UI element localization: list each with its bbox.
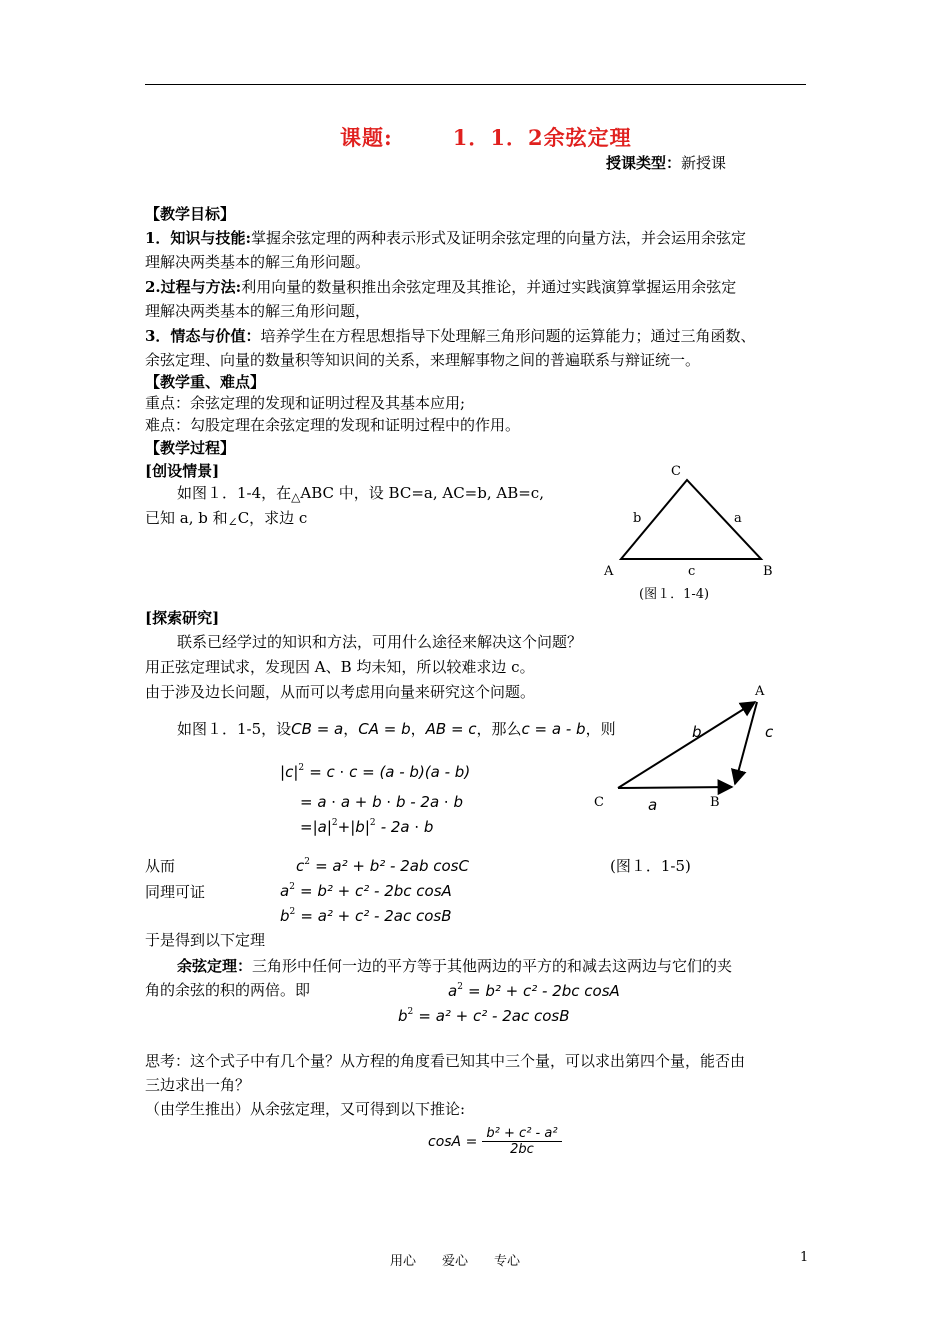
key-point-line: 重点：余弦定理的发现和证明过程及其基本应用; xyxy=(145,394,466,412)
keypoints-heading: 【教学重、难点】 xyxy=(145,373,266,391)
vector-cb: CB = a xyxy=(291,720,344,738)
vector-intro: 如图１．1-5，设 xyxy=(177,720,292,738)
fig1-side-c: c xyxy=(688,564,696,579)
objective-1-text: 掌握余弦定理的两种表示形式及证明余弦定理的向量方法，并会运用余弦定 xyxy=(250,229,746,247)
triangle-figure-1 xyxy=(595,458,785,608)
theorem-line-2: 角的余弦的积的两倍。即 xyxy=(145,981,311,999)
cos-denominator: 2bc xyxy=(510,1142,534,1157)
thm-eq1-text: = b² + c² - 2bc cosA xyxy=(468,982,620,1000)
objectives-heading: 【教学目标】 xyxy=(145,205,236,223)
vector-then: ，那么 xyxy=(476,720,522,738)
page-number: 1 xyxy=(800,1250,809,1265)
objective-2-label: 2.过程与方法: xyxy=(145,278,242,296)
objective-3-line-1 xyxy=(145,325,755,347)
eq1-rhs: = c ⋅ c = (a - b)(a - b) xyxy=(309,763,471,781)
explore-heading: [探索研究] xyxy=(145,609,220,627)
vector-relation: c = a - b xyxy=(521,720,586,738)
likewise-eq2-text: = a² + c² - 2ac cosB xyxy=(300,907,452,925)
cos-numerator: b² + c² - a² xyxy=(482,1126,561,1142)
fig1-side-b: b xyxy=(633,511,642,526)
objective-3-text: 培养学生在方程思想指导下处理解三角形问题的运算能力；通过三角函数、 xyxy=(260,327,756,345)
fig1-vertex-c: C xyxy=(671,464,681,479)
corollary-line: （由学生推出）从余弦定理，又可得到以下推论: xyxy=(145,1100,466,1118)
objective-1-line-2: 理解决两类基本的解三角形问题。 xyxy=(145,253,371,271)
think-line-1: 思考：这个式子中有几个量？从方程的角度看已知其中三个量，可以求出第四个量，能否由 xyxy=(145,1052,746,1070)
cos-fraction xyxy=(482,1126,561,1157)
fig2-vertex-a: A xyxy=(755,684,765,699)
theorem-equation-1: $a^2 = b^2 + c^2 - 2bc$ cosA xyxy=(448,982,620,1000)
objective-3-line-2: 余弦定理、向量的数量积等知识间的关系，来理解事物之间的普遍联系与辩证统一。 xyxy=(145,351,701,369)
fig1-caption: (图１．1-4) xyxy=(639,587,710,602)
vector-so: ，则 xyxy=(585,720,616,738)
fig1-vertex-a: A xyxy=(604,564,614,579)
lesson-title xyxy=(340,122,632,152)
triangle-figure-2 xyxy=(590,680,785,830)
likewise-equation-2: $b^2 = a^2 + c^2 - 2ac$ cosB xyxy=(280,907,452,925)
thm-eq2-text: = a² + c² - 2ac cosB xyxy=(418,1007,570,1025)
explore-line-2: 用正弦定理试求，发现因 A、B 均未知，所以较难求边 c。 xyxy=(145,658,535,676)
hard-point-line: 难点：勾股定理在余弦定理的发现和证明过程中的作用。 xyxy=(145,416,521,434)
vector-ab: AB = c xyxy=(425,720,477,738)
scene-text-1: 如图１．1-4，在 xyxy=(177,484,292,502)
scene-text-2: ABC 中，设 BC=a, AC=b, AB=c, xyxy=(300,484,544,502)
fig2-side-a: a xyxy=(648,796,658,814)
derivation-eq-3: $=|a|^2+|b|^2 - 2a \cdot b$ xyxy=(300,818,434,836)
derivation-eq-2 xyxy=(300,792,463,811)
likewise-label: 同理可证 xyxy=(145,883,206,901)
objective-3-label: 3．情态与价值： xyxy=(145,327,261,345)
explore-line-1: 联系已经学过的知识和方法，可用什么途径来解决这个问题？ xyxy=(177,633,583,651)
scene-line-1 xyxy=(177,482,544,508)
cos-lhs: cosA = xyxy=(428,1134,478,1150)
theorem-line-1 xyxy=(177,955,732,977)
header-rule xyxy=(145,84,806,85)
hence-eq-text: = a² + b² - 2ab cosC xyxy=(315,857,469,875)
theorem-text: 三角形中任何一边的平方等于其他两边的平方的和减去这两边与它们的夹 xyxy=(252,957,733,975)
type-label: 授课类型： xyxy=(606,154,682,172)
type-value: 新授课 xyxy=(681,154,727,172)
likewise-equation-1: $a^2 = b^2 + c^2 - 2bc$ cosA xyxy=(280,882,452,900)
explore-line-3: 由于涉及边长问题，从而可以考虑用向量来研究这个问题。 xyxy=(145,683,536,701)
scene-text-4: C，求边 c xyxy=(237,509,308,527)
derivation-eq-1: $|c|^2 = c \cdot c = (a - b)(a - b)$ xyxy=(280,763,471,781)
scene-heading: [创设情景] xyxy=(145,462,220,480)
title-label: 课题: xyxy=(340,125,393,150)
fig2-side-b: b xyxy=(692,723,702,741)
fig2-caption: (图１．1-5) xyxy=(610,857,691,875)
objective-1-label: 1．知识与技能: xyxy=(145,229,251,247)
likewise-eq1-text: = b² + c² - 2bc cosA xyxy=(300,882,452,900)
objective-2-line-1 xyxy=(145,276,736,298)
vector-definition-line: 如图１．1-5，设CB = a，CA = b，AB = c，那么c = a - b，则 xyxy=(177,720,616,738)
hence-label: 从而 xyxy=(145,857,176,875)
theorem-equation-2: $b^2 = a^2 + c^2 - 2ac$ cosB xyxy=(398,1007,570,1025)
fig2-side-c: c xyxy=(765,723,774,741)
objective-2-text: 利用向量的数量积推出余弦定理及其推论，并通过实践演算掌握运用余弦定 xyxy=(241,278,737,296)
scene-line-2 xyxy=(145,507,307,533)
footer-motto: 用心 爱心 专心 xyxy=(390,1254,521,1269)
theorem-label: 余弦定理： xyxy=(177,957,253,975)
title-text: 1．1．2余弦定理 xyxy=(452,125,632,150)
cosine-corollary-formula xyxy=(428,1126,562,1157)
fig1-vertex-b: B xyxy=(763,564,773,579)
eq2-text: = a ⋅ a + b ⋅ b - 2a ⋅ b xyxy=(300,793,463,811)
scene-text-3: 已知 a, b 和 xyxy=(145,509,228,527)
hence-equation: $c^2 = a^2 + b^2 - 2ab$ cosC xyxy=(296,857,469,875)
objective-2-line-2: 理解决两类基本的解三角形问题， xyxy=(145,302,371,320)
lesson-type xyxy=(606,152,726,173)
think-line-2: 三边求出一角？ xyxy=(145,1076,251,1094)
triangle-symbol-icon: △ xyxy=(291,490,301,504)
fig2-vertex-b: B xyxy=(710,795,720,810)
fig1-side-a: a xyxy=(734,511,742,526)
process-heading: 【教学过程】 xyxy=(145,439,236,457)
eq3-plus: + xyxy=(337,818,351,836)
angle-symbol-icon: ∠ xyxy=(227,515,238,529)
vector-ca: CA = b xyxy=(358,720,411,738)
eq3-tail: - 2a ⋅ b xyxy=(380,818,434,836)
objective-1-line-1 xyxy=(145,227,746,249)
fig2-vertex-c: C xyxy=(594,795,604,810)
conclude-line: 于是得到以下定理 xyxy=(145,931,266,949)
